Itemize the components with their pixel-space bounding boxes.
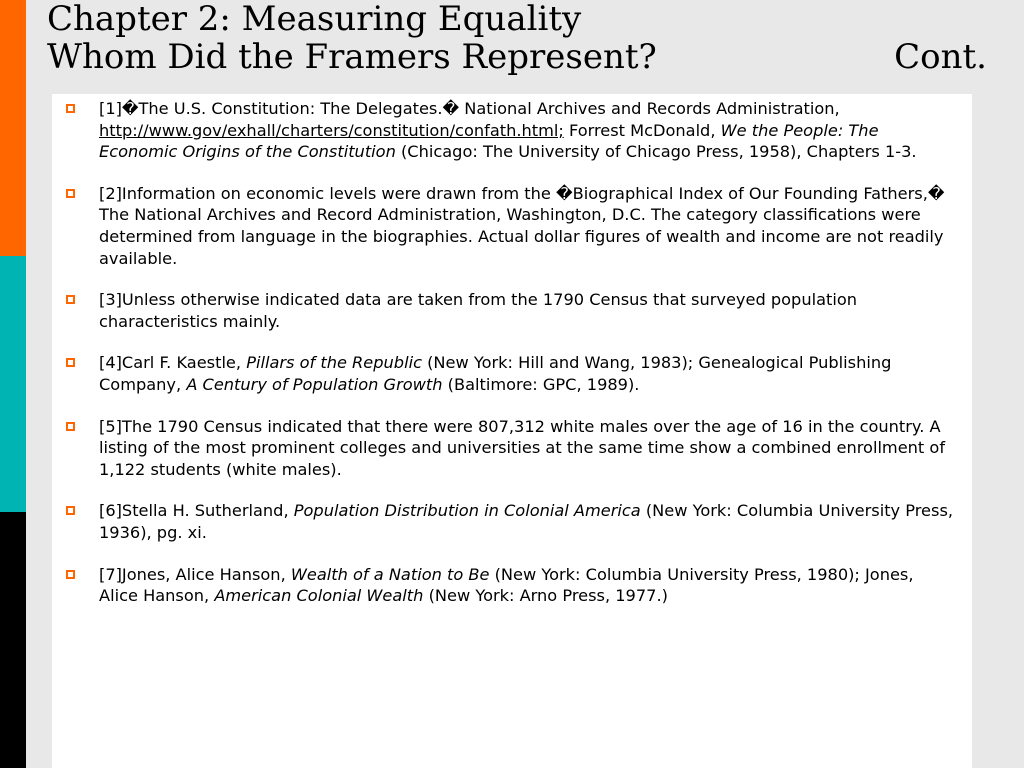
footnote-text-part: (Chicago: The University of Chicago Press, 1958), Chapters 1-3. (395, 142, 917, 162)
content-panel (52, 94, 972, 768)
footnote-text-part: [6]Stella H. Sutherland, (99, 501, 294, 521)
book-title: Pillars of the Republic (246, 353, 422, 373)
footnote-text-part: (New York: Arno Press, 1977.) (423, 586, 668, 606)
footnote-text (99, 184, 944, 268)
slide-title (47, 0, 1007, 76)
footnote-text-part: (New York: Columbia University Press, 1980); Jones, Alice Hanson, (99, 564, 914, 606)
book-title: A Century of Population Growth (186, 374, 443, 394)
footnote-text-part: (Baltimore: GPC, 1989). (442, 374, 640, 394)
square-bullet-icon (66, 506, 75, 515)
book-title: We the People: The Economic Origins of the Constitution (99, 120, 879, 162)
title-line-2-row (47, 38, 1007, 76)
footnote-text-part: (New York: Hill and Wang, 1983); Genealogical Publishing Company, (99, 353, 892, 394)
footnote-3 (62, 289, 956, 332)
title-cont: Cont. (894, 37, 987, 77)
footnote-text-part: [2]Information on economic levels were drawn from the �Biographical Index of Our Founding Fathers,� The National Archives and Record Administration, Washington, D.C. The category classifications were determined from language in the biographies. Actual dollar figures of wealth and income are not readily available. (99, 183, 945, 268)
accent-stripe-orange (0, 0, 26, 256)
footnote-list (52, 94, 972, 607)
square-bullet-icon (66, 104, 75, 113)
footnote-text (99, 353, 891, 394)
accent-stripe-black (0, 512, 26, 768)
square-bullet-icon (66, 570, 75, 579)
footnote-text (99, 99, 917, 161)
title-line-1: Chapter 2: Measuring Equality (47, 0, 582, 39)
footnote-1 (62, 98, 956, 163)
footnote-text-part: Forrest McDonald, (563, 120, 721, 140)
book-title: American Colonial Wealth (214, 586, 424, 606)
square-bullet-icon (66, 422, 75, 431)
footnote-text (99, 501, 953, 542)
footnote-2 (62, 183, 956, 269)
footnote-text-part: [5]The 1790 Census indicated that there were 807,312 white males over the age of 16 in the country. A listing of the most prominent colleges and universities at the same time show a combined enrollment of 1,122 students (white males). (99, 416, 946, 479)
archives-link[interactable]: http://www.gov/exhall/charters/constitution/confath.html; (99, 120, 564, 140)
footnote-text-part: [1]�The U.S. Constitution: The Delegates.� National Archives and Records Administration, (99, 99, 840, 118)
footnote-text-part: [3]Unless otherwise indicated data are taken from the 1790 Census that surveyed population characteristics mainly. (99, 290, 858, 331)
square-bullet-icon (66, 295, 75, 304)
footnote-text-part: [4]Carl F. Kaestle, (99, 353, 247, 373)
footnote-text (99, 417, 945, 479)
footnote-5 (62, 416, 956, 481)
footnote-7 (62, 564, 956, 607)
footnote-4 (62, 352, 956, 395)
accent-stripe-teal (0, 256, 26, 512)
footnote-text (99, 565, 914, 606)
footnote-text-part: (New York: Columbia University Press, 1936), pg. xi. (99, 501, 954, 542)
title-line-2: Whom Did the Framers Represent? (47, 37, 657, 77)
book-title: Population Distribution in Colonial America (293, 501, 641, 521)
book-title: Wealth of a Nation to Be (290, 564, 490, 584)
square-bullet-icon (66, 189, 75, 198)
footnote-text (99, 290, 857, 331)
square-bullet-icon (66, 358, 75, 367)
footnote-6 (62, 500, 956, 543)
footnote-text-part: [7]Jones, Alice Hanson, (99, 564, 291, 584)
